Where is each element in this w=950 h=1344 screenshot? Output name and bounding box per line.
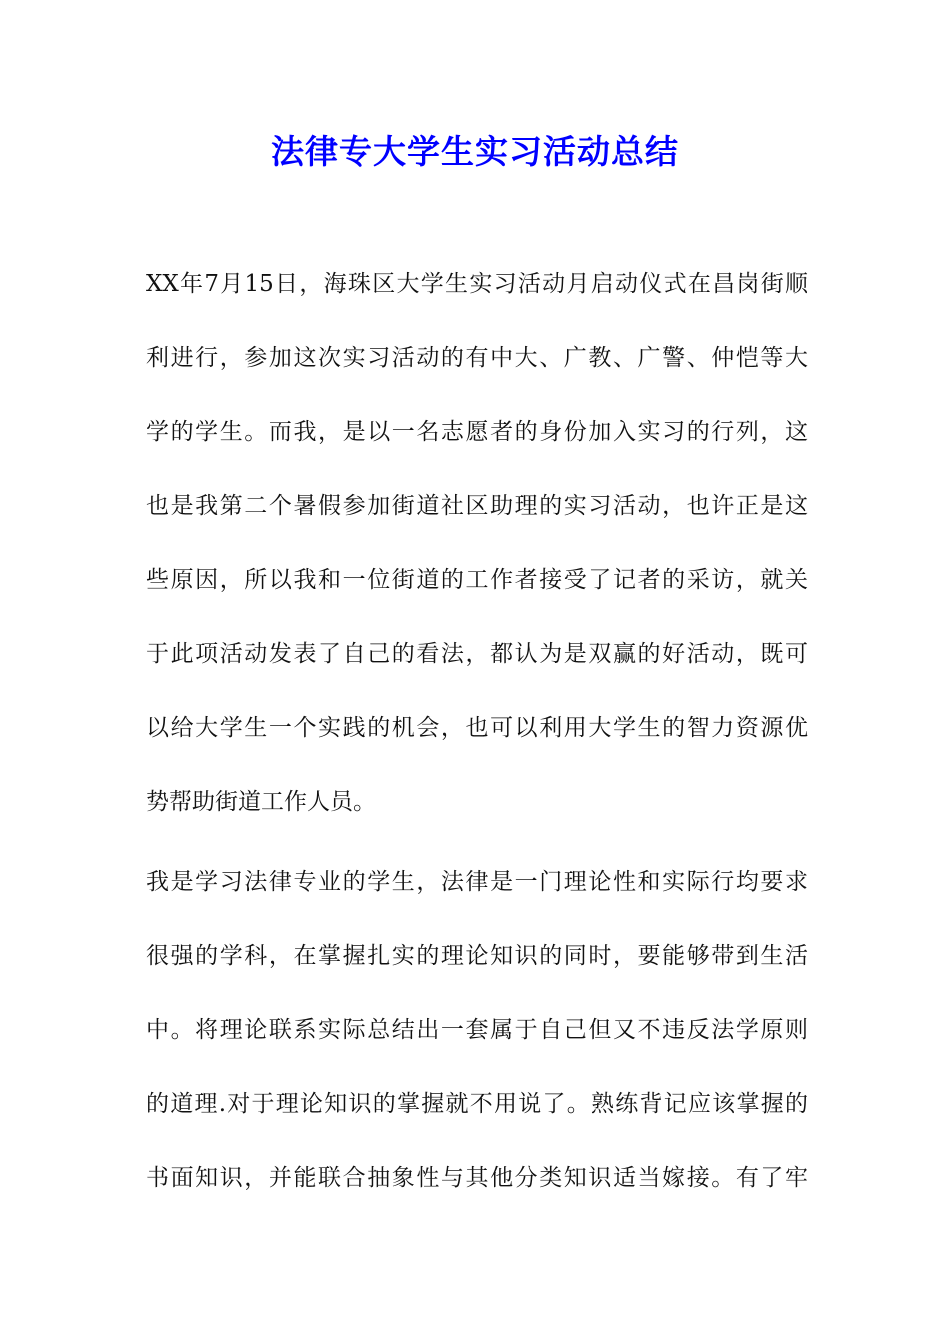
document-title: 法律专大学生实习活动总结 bbox=[271, 132, 679, 171]
paragraph-line: 也是我第二个暑假参加街道社区助理的实习活动，也许正是这 bbox=[146, 493, 808, 519]
paragraph-line: 些原因，所以我和一位街道的工作者接受了记者的采访，就关 bbox=[146, 567, 808, 593]
paragraph-line: 的道理.对于理论知识的掌握就不用说了。熟练背记应该掌握的 bbox=[146, 1091, 808, 1117]
paragraph-line: 势帮助街道工作人员。 bbox=[146, 789, 376, 815]
paragraph-line: 中。将理论联系实际总结出一套属于自己但又不违反法学原则 bbox=[146, 1017, 808, 1043]
paragraph-line: XX年7月15日，海珠区大学生实习活动月启动仪式在昌岗街顺 bbox=[146, 271, 808, 297]
paragraph-line: 我是学习法律专业的学生，法律是一门理论性和实际行均要求 bbox=[146, 869, 808, 895]
paragraph-2 bbox=[146, 845, 808, 1215]
paragraph-line: 书面知识，并能联合抽象性与其他分类知识适当嫁接。有了牢 bbox=[146, 1165, 808, 1191]
paragraph-line: 学的学生。而我，是以一名志愿者的身份加入实习的行列，这 bbox=[146, 419, 808, 445]
paragraph-line: 利进行，参加这次实习活动的有中大、广教、广警、仲恺等大 bbox=[146, 345, 808, 371]
paragraph-1 bbox=[146, 247, 808, 839]
paragraph-line: 于此项活动发表了自己的看法，都认为是双赢的好活动，既可 bbox=[146, 641, 808, 667]
paragraph-line: 很强的学科，在掌握扎实的理论知识的同时，要能够带到生活 bbox=[146, 943, 808, 969]
paragraph-line: 以给大学生一个实践的机会，也可以利用大学生的智力资源优 bbox=[146, 715, 808, 741]
